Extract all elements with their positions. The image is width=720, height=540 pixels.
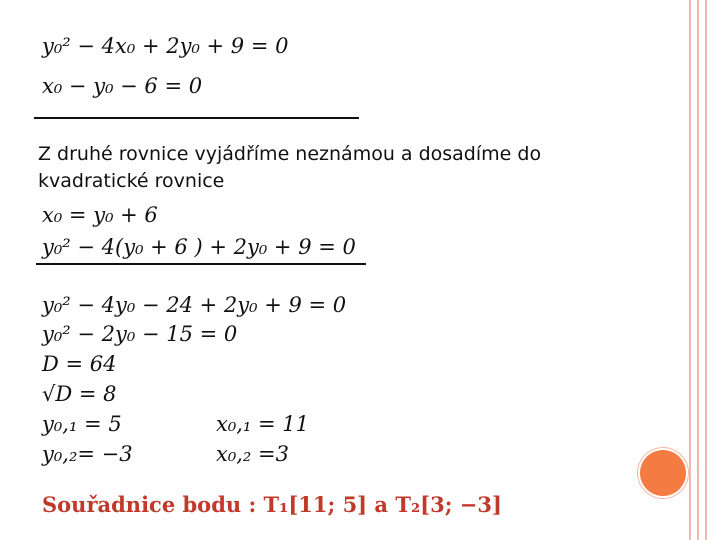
result-coordinates: Souřadnice bodu : T₁[11; 5] a T₂[3; −3] [42, 492, 502, 517]
sqrt-discriminant: √D = 8 [42, 382, 117, 406]
decor-line-3 [705, 0, 707, 540]
root-row-2 [42, 442, 289, 466]
system-equation-2: x₀ − y₀ − 6 = 0 [42, 74, 203, 98]
divider-2 [36, 263, 366, 265]
solution-step-2: y₀² − 2y₀ − 15 = 0 [42, 322, 238, 346]
y-root-2: y₀,₂= −3 [42, 442, 133, 466]
decor-line-1 [689, 0, 691, 540]
x-root-2: x₀,₂ =3 [216, 442, 289, 466]
root-row-1 [42, 412, 310, 436]
y-root-1: y₀,₁ = 5 [42, 412, 122, 436]
solution-step-1: y₀² − 4y₀ − 24 + 2y₀ + 9 = 0 [42, 293, 347, 317]
discriminant: D = 64 [42, 352, 117, 376]
divider-1 [34, 117, 359, 119]
system-equation-1: y₀² − 4x₀ + 2y₀ + 9 = 0 [42, 34, 289, 58]
x-root-1: x₀,₁ = 11 [216, 412, 310, 436]
explanation-text: Z druhé rovnice vyjádříme neznámou a dosadíme do kvadratické rovnice [38, 143, 542, 192]
substitution-equation-2: y₀² − 4(y₀ + 6 ) + 2y₀ + 9 = 0 [42, 235, 356, 259]
accent-circle [640, 450, 686, 496]
decor-line-2 [697, 0, 699, 540]
substitution-equation-1: x₀ = y₀ + 6 [42, 203, 158, 227]
